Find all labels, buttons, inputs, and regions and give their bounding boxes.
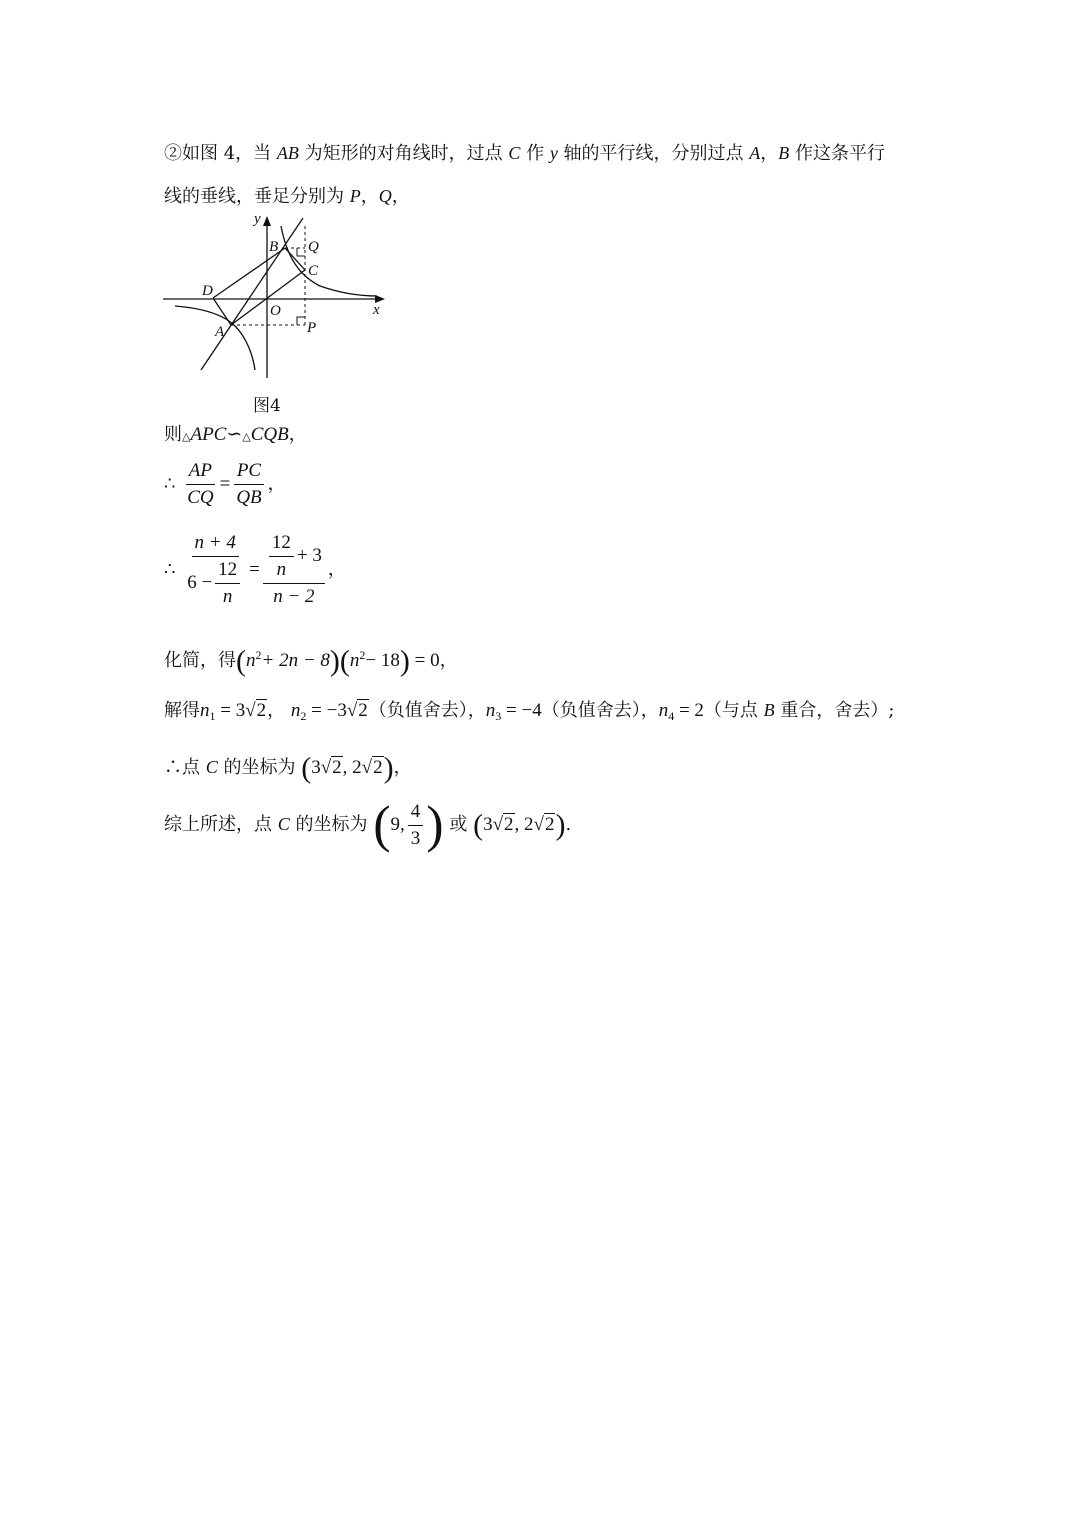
subscript: 1 <box>209 709 216 723</box>
sqrt-2: √2 <box>361 757 383 778</box>
figure-caption: 图4 <box>253 396 281 416</box>
math-n: n <box>200 700 210 721</box>
edge-b-c <box>285 248 305 270</box>
text-span: （负值舍去）， <box>368 700 486 721</box>
radicand: 2 <box>544 814 555 835</box>
inner-fraction <box>215 559 240 608</box>
math-y: y <box>549 143 558 163</box>
coordinate-2 <box>473 808 566 842</box>
math-ab: AB <box>276 143 299 163</box>
solutions-line <box>164 698 894 728</box>
math-term: + 2n − 8 <box>261 650 330 671</box>
superscript: 2 <box>255 648 262 662</box>
sqrt-2: √2 <box>320 757 342 778</box>
math-term: = −3 <box>311 700 347 721</box>
label-o: O <box>270 303 281 319</box>
simplified-equation <box>164 640 458 677</box>
paren: ) <box>399 644 410 678</box>
line-ab <box>201 218 303 370</box>
substituted-equation <box>164 525 346 615</box>
math-c: C <box>508 143 521 163</box>
text-span: 重合，舍去）; <box>774 700 895 721</box>
frac-denominator: n <box>276 559 287 580</box>
math-q: Q <box>378 186 392 206</box>
superscript: 2 <box>359 648 366 662</box>
text-span: ， <box>393 757 412 778</box>
similar-triangles-line <box>164 423 307 449</box>
label-p: P <box>307 320 317 336</box>
ratio-equation <box>164 460 286 509</box>
frac-numerator: 4 <box>408 801 424 826</box>
radicand: 2 <box>256 700 267 721</box>
math-p: P <box>349 186 361 206</box>
math-n: n <box>246 650 256 671</box>
frac-denominator: n − 2 <box>273 586 315 607</box>
frac-denominator: 3 <box>410 828 421 850</box>
frac-numerator <box>263 532 325 584</box>
frac-numerator: PC <box>234 460 264 485</box>
math-n: n <box>349 650 360 671</box>
right-angle-q <box>297 248 305 256</box>
label-b: B <box>269 239 279 255</box>
sqrt-2: √2 <box>245 700 267 721</box>
text-span: 作 <box>520 143 550 164</box>
paren: ( <box>236 644 246 678</box>
paren: ) <box>426 796 444 854</box>
radicand: 2 <box>373 757 383 778</box>
sqrt-2: √2 <box>533 814 555 835</box>
fraction-ap-cq <box>184 460 216 509</box>
text-span: 化简，得 <box>164 650 236 671</box>
label-a: A <box>215 324 225 340</box>
frac-denominator <box>184 557 246 608</box>
text-span: ∴点 <box>164 757 206 778</box>
text-span: 的坐标为 <box>217 757 296 778</box>
text-span: 综上所述，点 <box>164 814 278 835</box>
text-span: . <box>565 814 572 835</box>
label-c: C <box>308 263 319 279</box>
paren: ) <box>329 644 340 678</box>
text-span: ， <box>327 559 346 580</box>
text-span: ， <box>267 473 286 495</box>
math-term: − 18 <box>365 650 400 671</box>
paren: ( <box>473 808 484 842</box>
math-term: = 0 <box>414 650 440 671</box>
label-y: y <box>254 211 261 227</box>
inner-fraction <box>269 532 294 581</box>
text-span: ②如图 4，当 <box>164 143 277 164</box>
edge-a-d <box>213 298 231 325</box>
frac-denominator: CQ <box>187 487 214 508</box>
paren: ( <box>301 751 312 785</box>
math-term: = 3 <box>220 700 246 721</box>
frac-denominator: QB <box>236 487 262 508</box>
fraction-left <box>184 532 246 608</box>
subscript: 4 <box>668 709 675 723</box>
text-span: 或 <box>449 814 468 835</box>
text-span: + 3 <box>296 544 322 566</box>
text-span: ， <box>439 650 458 671</box>
math-c: C <box>205 757 218 777</box>
fraction-right <box>263 532 325 608</box>
math-c: C <box>277 814 290 834</box>
therefore-symbol: ∴ <box>164 559 176 580</box>
paren: ( <box>339 644 350 678</box>
math-term: , 2 <box>342 757 362 778</box>
radicand: 2 <box>504 814 514 835</box>
text-span: （与点 <box>703 700 764 721</box>
text-span: 则 <box>164 424 182 445</box>
coordinate-1 <box>373 796 444 854</box>
edge-d-b <box>213 248 285 298</box>
label-d: D <box>202 283 213 299</box>
y-axis-arrow <box>263 216 271 226</box>
text-span: 为矩形的对角线时，过点 <box>298 143 509 164</box>
math-apc: APC∽ <box>190 424 243 445</box>
coordinate-line <box>164 752 412 784</box>
math-term: 9, <box>390 814 405 835</box>
triangle-symbol: △ <box>182 430 191 443</box>
subscript: 2 <box>300 709 307 723</box>
text-span: ， <box>391 186 410 207</box>
paragraph-line-1 <box>164 141 885 166</box>
text-span: ， <box>288 424 307 445</box>
text-span: 线的垂线，垂足分别为 <box>164 186 350 207</box>
sqrt-2: √2 <box>346 700 368 721</box>
frac-numerator: 12 <box>269 532 294 557</box>
paren: ( <box>373 796 391 854</box>
text-span: 解得 <box>164 700 200 721</box>
text-span: ， <box>360 186 379 207</box>
math-term: 3 <box>311 757 321 778</box>
text-span: 的坐标为 <box>289 814 368 835</box>
triangle-symbol: △ <box>242 430 251 443</box>
equals-sign: = <box>249 559 260 580</box>
frac-denominator: n <box>222 586 233 607</box>
text-span: 作这条平行 <box>789 143 886 164</box>
math-term: 3 <box>483 814 493 835</box>
paren: ) <box>383 751 394 785</box>
paragraph-line-2 <box>164 184 410 209</box>
solution-n2 <box>291 700 369 721</box>
factored-expression <box>236 644 440 678</box>
math-term: = −4 <box>506 700 542 721</box>
math-b: B <box>763 700 775 720</box>
math-term: , 2 <box>514 814 534 835</box>
math-cqb: CQB <box>250 424 289 445</box>
radicand: 2 <box>332 757 342 778</box>
fraction-pc-qb <box>233 460 264 509</box>
equals-sign: = <box>219 473 231 495</box>
coordinate-c <box>301 751 394 785</box>
frac-numerator: n + 4 <box>192 532 239 557</box>
label-q: Q <box>308 239 319 255</box>
math-n: n <box>485 700 496 721</box>
math-n: n <box>658 700 669 721</box>
text-span: 6 − <box>187 571 213 593</box>
solution-n4 <box>659 700 704 721</box>
label-x: x <box>373 302 380 318</box>
text-span: ， <box>760 143 779 164</box>
math-b: B <box>778 143 790 163</box>
right-angle-p <box>297 317 305 325</box>
text-span: 轴的平行线，分别过点 <box>557 143 750 164</box>
frac-numerator: AP <box>186 460 215 485</box>
text-span: ， <box>267 700 286 721</box>
text-span: （负值舍去）， <box>541 700 659 721</box>
paren: ) <box>555 808 566 842</box>
sqrt-2: √2 <box>492 814 514 835</box>
solution-n3 <box>486 700 542 721</box>
frac-numerator: 12 <box>215 559 240 584</box>
conclusion-line <box>164 795 571 855</box>
figure-4-diagram <box>155 208 395 388</box>
math-term: = 2 <box>678 700 704 721</box>
hyperbola-branch-1 <box>281 226 377 296</box>
radicand: 2 <box>358 700 368 721</box>
solution-n1 <box>200 700 267 721</box>
math-n: n <box>290 700 301 721</box>
fraction-4-3 <box>408 801 424 850</box>
therefore-symbol: ∴ <box>164 473 176 495</box>
subscript: 3 <box>495 709 502 723</box>
math-a: A <box>749 143 761 163</box>
